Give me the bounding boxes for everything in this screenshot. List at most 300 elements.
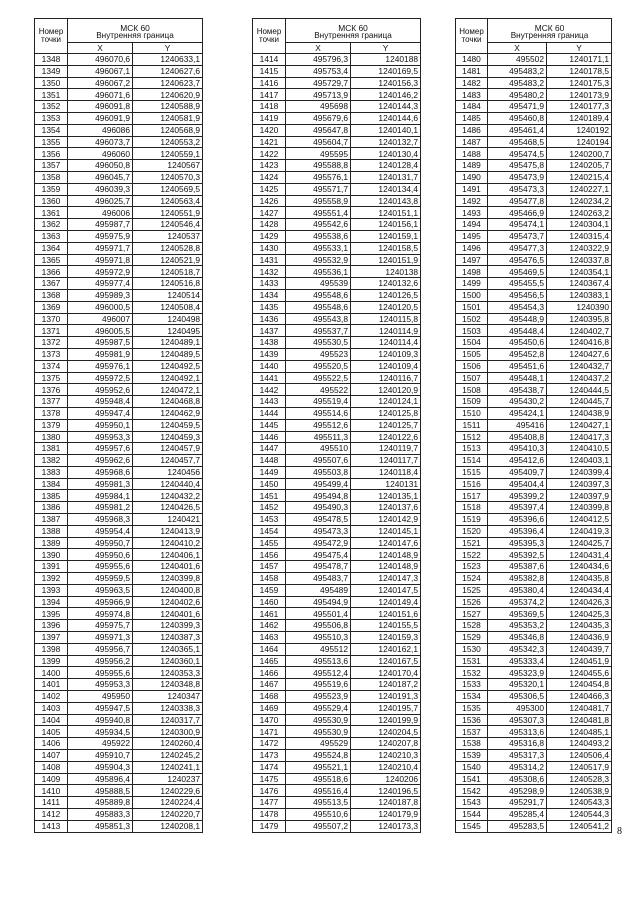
point-number-cell: 1397 [35,632,68,644]
table-row [35,171,203,183]
point-number-cell: 1501 [456,301,488,313]
x-coordinate-cell: 495513,5 [286,797,351,809]
point-number-cell: 1471 [253,726,286,738]
x-coordinate-cell: 495989,3 [68,289,133,301]
y-coordinate-cell: 1240300,9 [133,726,203,738]
point-number-cell: 1410 [35,785,68,797]
x-coordinate-cell: 495399,2 [488,490,547,502]
x-coordinate-cell: 496006 [68,207,133,219]
table-row [35,466,203,478]
x-coordinate-cell: 495962,6 [68,455,133,467]
y-coordinate-cell: 1240169,5 [351,65,421,77]
y-coordinate-cell: 1240399,8 [133,573,203,585]
point-number-cell: 1505 [456,348,488,360]
point-number-cell: 1503 [456,325,488,337]
point-number-cell: 1458 [253,573,286,585]
x-coordinate-cell: 495543,8 [286,313,351,325]
table-row [253,820,421,832]
table-row [456,820,612,832]
y-coordinate-cell: 1240399,4 [547,466,612,478]
y-coordinate-cell: 1240543,3 [547,797,612,809]
coordinate-system-header: МСК 60 [488,19,612,33]
table-row [456,313,612,325]
y-coordinate-cell: 1240147,3 [351,573,421,585]
x-coordinate-cell: 495576,1 [286,171,351,183]
y-coordinate-cell: 1240220,7 [133,809,203,821]
point-number-cell: 1487 [456,136,488,148]
boundary-header: Внутренняя граница [286,32,421,43]
table-row [35,101,203,113]
x-coordinate-cell: 495475,8 [488,160,547,172]
y-coordinate-cell: 1240206 [351,773,421,785]
x-coordinate-cell: 495404,4 [488,478,547,490]
x-coordinate-cell: 495976,1 [68,360,133,372]
y-coordinate-cell: 1240192 [547,124,612,136]
x-coordinate-cell: 495483,2 [488,65,547,77]
point-number-cell: 1462 [253,620,286,632]
point-number-cell: 1367 [35,278,68,290]
point-number-cell: 1526 [456,596,488,608]
table-row [456,360,612,372]
y-coordinate-cell: 1240322,9 [547,242,612,254]
table-row [456,219,612,231]
x-coordinate-cell: 495537,7 [286,325,351,337]
point-number-cell: 1530 [456,643,488,655]
x-coordinate-cell: 496045,7 [68,171,133,183]
y-coordinate-cell: 1240495 [133,325,203,337]
point-number-cell: 1509 [456,396,488,408]
x-coordinate-cell: 496060 [68,148,133,160]
y-coordinate-cell: 1240177,3 [547,101,612,113]
y-coordinate-cell: 1240115,8 [351,313,421,325]
x-coordinate-cell: 495512,4 [286,667,351,679]
x-coordinate-cell: 495369,5 [488,608,547,620]
x-coordinate-cell: 495510,3 [286,632,351,644]
table-row [456,478,612,490]
x-coordinate-cell: 495971,3 [68,632,133,644]
table-row [253,124,421,136]
table-row [35,596,203,608]
table-row [456,195,612,207]
point-number-cell: 1445 [253,419,286,431]
point-number-cell: 1412 [35,809,68,821]
table-row [253,537,421,549]
y-coordinate-cell: 1240498 [133,313,203,325]
point-number-cell: 1459 [253,584,286,596]
x-coordinate-cell: 495503,8 [286,466,351,478]
point-number-header: Номер точки [456,19,488,54]
point-number-cell: 1444 [253,407,286,419]
point-number-cell: 1361 [35,207,68,219]
table-row [35,407,203,419]
y-coordinate-cell: 1240426,5 [133,502,203,514]
point-number-cell: 1455 [253,537,286,549]
table-row [35,77,203,89]
table-row [35,337,203,349]
point-number-cell: 1511 [456,419,488,431]
x-coordinate-cell: 495476,5 [488,254,547,266]
table-row [456,65,612,77]
point-number-cell: 1472 [253,738,286,750]
y-header: Y [133,43,203,54]
x-coordinate-cell: 495473,3 [488,183,547,195]
y-coordinate-cell: 1240131,7 [351,171,421,183]
table-row [456,514,612,526]
point-number-cell: 1515 [456,466,488,478]
table-row [253,360,421,372]
x-coordinate-cell: 495512 [286,643,351,655]
x-coordinate-cell: 495539 [286,278,351,290]
y-coordinate-cell: 1240518,7 [133,266,203,278]
x-coordinate-cell: 495320,1 [488,679,547,691]
table-row [35,679,203,691]
y-coordinate-cell: 1240114,9 [351,325,421,337]
table-row [456,289,612,301]
y-coordinate-cell: 1240459,5 [133,419,203,431]
x-coordinate-cell: 495416 [488,419,547,431]
point-number-cell: 1384 [35,478,68,490]
point-number-cell: 1372 [35,337,68,349]
y-coordinate-cell: 1240204,5 [351,726,421,738]
point-number-cell: 1482 [456,77,488,89]
x-coordinate-cell: 495977,4 [68,278,133,290]
x-coordinate-cell: 496025,7 [68,195,133,207]
point-number-cell: 1359 [35,183,68,195]
x-coordinate-cell: 495953,3 [68,431,133,443]
point-number-cell: 1403 [35,702,68,714]
y-coordinate-cell: 1240145,1 [351,525,421,537]
point-number-cell: 1392 [35,573,68,585]
x-coordinate-cell: 495314,2 [488,761,547,773]
point-number-cell: 1382 [35,455,68,467]
y-coordinate-cell: 1240143,8 [351,195,421,207]
x-coordinate-cell: 495536,1 [286,266,351,278]
point-number-cell: 1484 [456,101,488,113]
table-row [456,655,612,667]
table-row [456,337,612,349]
table-row [35,230,203,242]
point-number-cell: 1419 [253,112,286,124]
y-coordinate-cell: 1240196,5 [351,785,421,797]
y-coordinate-cell: 1240117,7 [351,455,421,467]
point-number-cell: 1351 [35,89,68,101]
table-row [456,643,612,655]
table-row [35,809,203,821]
x-coordinate-cell: 495480,2 [488,89,547,101]
x-coordinate-cell: 495477,3 [488,242,547,254]
y-coordinate-cell: 1240159,1 [351,230,421,242]
point-number-cell: 1485 [456,112,488,124]
y-coordinate-cell: 1240472,1 [133,384,203,396]
x-coordinate-cell: 495478,5 [286,514,351,526]
table-row [456,230,612,242]
y-coordinate-cell: 1240633,1 [133,54,203,66]
point-number-cell: 1468 [253,691,286,703]
point-number-cell: 1393 [35,584,68,596]
x-coordinate-cell: 495353,2 [488,620,547,632]
y-coordinate-cell: 1240435,3 [547,620,612,632]
x-coordinate-cell: 496039,3 [68,183,133,195]
y-coordinate-cell: 1240563,4 [133,195,203,207]
table-row [35,183,203,195]
y-coordinate-cell: 1240189,4 [547,112,612,124]
table-row [35,360,203,372]
point-number-cell: 1436 [253,313,286,325]
y-coordinate-cell: 1240427,6 [547,348,612,360]
table-row [253,455,421,467]
y-coordinate-cell: 1240260,4 [133,738,203,750]
y-coordinate-cell: 1240210,4 [351,761,421,773]
table-row [456,632,612,644]
point-number-cell: 1358 [35,171,68,183]
point-number-cell: 1443 [253,396,286,408]
x-coordinate-cell: 495955,6 [68,561,133,573]
y-coordinate-cell: 1240365,1 [133,643,203,655]
y-coordinate-cell: 1240434,6 [547,561,612,573]
table-row [456,620,612,632]
y-coordinate-cell: 1240399,3 [133,620,203,632]
y-coordinate-cell: 1240171,1 [547,54,612,66]
y-coordinate-cell: 1240124,1 [351,396,421,408]
y-coordinate-cell: 1240627,6 [133,65,203,77]
y-coordinate-cell: 1240403,1 [547,455,612,467]
point-number-cell: 1496 [456,242,488,254]
x-coordinate-cell: 495454,3 [488,301,547,313]
point-number-cell: 1375 [35,372,68,384]
x-coordinate-cell: 495963,5 [68,584,133,596]
point-number-cell: 1479 [253,820,286,832]
table-row [253,549,421,561]
x-coordinate-cell: 495896,4 [68,773,133,785]
x-coordinate-cell: 495374,2 [488,596,547,608]
y-coordinate-cell: 1240208,1 [133,820,203,832]
point-number-cell: 1448 [253,455,286,467]
y-coordinate-cell: 1240120,9 [351,384,421,396]
point-number-cell: 1504 [456,337,488,349]
point-number-cell: 1454 [253,525,286,537]
x-coordinate-cell: 495472,9 [286,537,351,549]
x-coordinate-cell: 495953,3 [68,679,133,691]
table-row [35,573,203,585]
table-row [253,148,421,160]
x-coordinate-cell: 495511,3 [286,431,351,443]
point-number-cell: 1446 [253,431,286,443]
point-number-cell: 1456 [253,549,286,561]
table-row [456,443,612,455]
table-row [35,761,203,773]
table-row [456,325,612,337]
table-row [456,761,612,773]
table-row [456,77,612,89]
y-coordinate-cell: 1240517,9 [547,761,612,773]
point-number-cell: 1360 [35,195,68,207]
x-coordinate-cell: 495523,9 [286,691,351,703]
x-coordinate-cell: 495956,7 [68,643,133,655]
point-number-cell: 1520 [456,525,488,537]
table-row [253,219,421,231]
x-coordinate-cell: 495392,5 [488,549,547,561]
point-number-cell: 1474 [253,761,286,773]
table-row [35,325,203,337]
x-coordinate-cell: 496073,7 [68,136,133,148]
table-row [456,407,612,419]
point-number-cell: 1354 [35,124,68,136]
y-coordinate-cell: 1240402,6 [133,596,203,608]
point-number-cell: 1497 [456,254,488,266]
x-coordinate-cell: 495291,7 [488,797,547,809]
y-coordinate-cell: 1240170,4 [351,667,421,679]
table-row [253,384,421,396]
y-coordinate-cell: 1240432,7 [547,360,612,372]
x-coordinate-cell: 495571,7 [286,183,351,195]
point-number-cell: 1357 [35,160,68,172]
table-row [35,372,203,384]
y-coordinate-cell: 1240397,3 [547,478,612,490]
y-coordinate-cell: 1240544,3 [547,809,612,821]
point-number-cell: 1431 [253,254,286,266]
y-coordinate-cell: 1240234,2 [547,195,612,207]
x-coordinate-cell: 495729,7 [286,77,351,89]
x-coordinate-cell: 495298,9 [488,785,547,797]
y-coordinate-cell: 1240138 [351,266,421,278]
x-coordinate-cell: 495548,6 [286,289,351,301]
y-coordinate-cell: 1240456 [133,466,203,478]
y-coordinate-cell: 1240114,4 [351,337,421,349]
table-row [456,242,612,254]
table-row [35,537,203,549]
point-number-cell: 1538 [456,738,488,750]
table-row [35,419,203,431]
table-row [35,313,203,325]
point-number-cell: 1518 [456,502,488,514]
x-coordinate-cell: 495523 [286,348,351,360]
y-coordinate-cell: 1240187,8 [351,797,421,809]
x-coordinate-cell: 495968,3 [68,514,133,526]
y-coordinate-cell: 1240118,4 [351,466,421,478]
x-coordinate-cell: 495981,3 [68,478,133,490]
point-number-cell: 1464 [253,643,286,655]
y-coordinate-cell: 1240459,3 [133,431,203,443]
x-coordinate-cell: 496070,6 [68,54,133,66]
x-coordinate-cell: 495516,4 [286,785,351,797]
table-row [253,478,421,490]
x-coordinate-cell: 495507,2 [286,820,351,832]
table-row [456,148,612,160]
x-coordinate-cell: 495796,3 [286,54,351,66]
y-coordinate-cell: 1240151,1 [351,207,421,219]
y-coordinate-cell: 1240553,2 [133,136,203,148]
y-coordinate-cell: 1240468,8 [133,396,203,408]
table-row [253,266,421,278]
table-row [253,773,421,785]
table-row [253,372,421,384]
x-coordinate-cell: 495851,3 [68,820,133,832]
point-number-cell: 1494 [456,219,488,231]
y-coordinate-cell: 1240395,8 [547,313,612,325]
table-row [35,738,203,750]
x-coordinate-cell: 495888,5 [68,785,133,797]
x-coordinate-cell: 495889,8 [68,797,133,809]
y-coordinate-cell: 1240148,9 [351,549,421,561]
x-coordinate-cell: 495448,9 [488,313,547,325]
y-coordinate-cell: 1240432,2 [133,490,203,502]
table-row [456,750,612,762]
table-row [456,691,612,703]
table-row [35,502,203,514]
point-number-cell: 1365 [35,254,68,266]
table-row [35,136,203,148]
x-coordinate-cell: 495300 [488,702,547,714]
y-coordinate-cell: 1240425,3 [547,608,612,620]
table-row [456,124,612,136]
point-number-cell: 1473 [253,750,286,762]
point-number-cell: 1348 [35,54,68,66]
y-coordinate-cell: 1240348,8 [133,679,203,691]
x-coordinate-cell: 495501,4 [286,608,351,620]
point-number-cell: 1508 [456,384,488,396]
x-coordinate-cell: 495395,3 [488,537,547,549]
point-number-cell: 1534 [456,691,488,703]
y-coordinate-cell: 1240175,3 [547,77,612,89]
table-row [253,620,421,632]
table-row [35,207,203,219]
table-row [253,738,421,750]
y-coordinate-cell: 1240148,9 [351,561,421,573]
x-coordinate-cell: 495974,8 [68,608,133,620]
x-coordinate-cell: 496050,8 [68,160,133,172]
table-row [456,549,612,561]
y-coordinate-cell: 1240387,3 [133,632,203,644]
point-number-cell: 1438 [253,337,286,349]
table-row [456,738,612,750]
x-coordinate-cell: 495317,3 [488,750,547,762]
y-coordinate-cell: 1240581,9 [133,112,203,124]
x-coordinate-cell: 495514,6 [286,407,351,419]
point-number-cell: 1352 [35,101,68,113]
point-number-header: Номер точки [253,19,286,54]
x-coordinate-cell: 495396,6 [488,514,547,526]
point-number-cell: 1529 [456,632,488,644]
y-coordinate-cell: 1240412,5 [547,514,612,526]
x-coordinate-cell: 495452,8 [488,348,547,360]
table-row [253,54,421,66]
table-row [253,289,421,301]
y-coordinate-cell: 1240158,5 [351,242,421,254]
point-number-cell: 1495 [456,230,488,242]
table-row [35,266,203,278]
table-row [253,785,421,797]
x-coordinate-cell: 496071,6 [68,89,133,101]
x-coordinate-cell: 495438,7 [488,384,547,396]
point-number-cell: 1383 [35,466,68,478]
x-coordinate-cell: 495475,4 [286,549,351,561]
table-row [253,667,421,679]
y-coordinate-cell: 1240559,1 [133,148,203,160]
x-coordinate-cell: 495518,6 [286,773,351,785]
table-row [253,655,421,667]
point-number-cell: 1441 [253,372,286,384]
y-coordinate-cell: 1240481,8 [547,714,612,726]
table-row [35,667,203,679]
y-coordinate-cell: 1240109,3 [351,348,421,360]
point-number-cell: 1415 [253,65,286,77]
y-coordinate-cell: 1240451,9 [547,655,612,667]
x-coordinate-cell: 495922 [68,738,133,750]
table-row [253,584,421,596]
table-row [253,561,421,573]
table-row [35,691,203,703]
x-coordinate-cell: 495397,4 [488,502,547,514]
